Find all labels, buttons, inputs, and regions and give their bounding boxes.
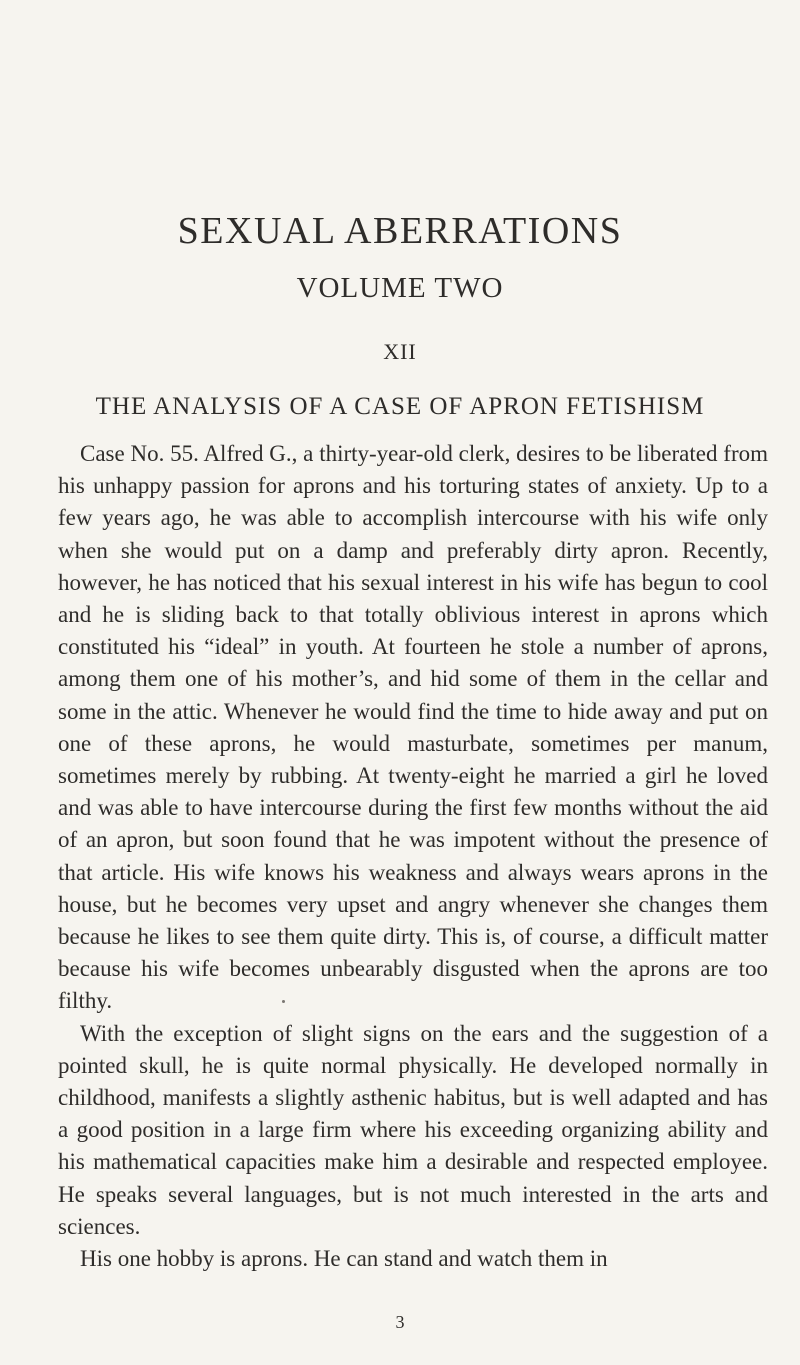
ink-speck: [282, 1000, 285, 1003]
volume-title: VOLUME TWO: [296, 272, 504, 304]
book-title: SEXUAL ABERRATIONS: [177, 210, 623, 252]
body-text: [58, 438, 768, 1275]
page-number: 3: [395, 1312, 405, 1332]
chapter-number: XII: [383, 339, 417, 364]
paragraph-physical-exam: With the exception of slight signs on the ears and the suggestion of a pointed skull, he is quite normal physically. He developed normally in childhood, manifests a slightly asthenic habitus, but is well adapted and has a good position in a large firm where his exceeding organizing ability and his mathematical capacities make him a desirable and respected employee. He speaks several languages, but is not much interested in the arts and sciences.: [58, 1020, 768, 1239]
chapter-title: THE ANALYSIS OF A CASE OF APRON FETISHISM: [95, 393, 705, 420]
paragraph-hobby: His one hobby is aprons. He can stand and watch them in: [80, 1246, 608, 1272]
paragraph-case-intro: Case No. 55. Alfred G., a thirty-year-old clerk, desires to be liberated from his unhappy passion for aprons and his torturing states of anxiety. Up to a few years ago, he was able to accomplish intercourse with his wife only when she would put on a damp and preferably dirty apron. Recently, however, he has noticed that his sexual interest in his wife has begun to cool and he is sliding back to that totally oblivious interest in aprons which constituted his “ideal” in youth. At fourteen he stole a number of aprons, among them one of his mother’s, and hid some of them in the cellar and some in the attic. Whenever he would find the time to hide away and put on one of these aprons, he would masturbate, sometimes per manum, sometimes merely by rubbing. At twenty-eight he married a girl he loved and was able to have intercourse during the first few months without the aid of an apron, but soon found that he was impotent without the presence of that article. His wife knows his weakness and always wears aprons in the house, but he becomes very upset and angry whenever she changes them because he likes to see them quite dirty. This is, of course, a difficult matter because his wife becomes unbearably disgusted when the aprons are too filthy.: [58, 441, 768, 1014]
